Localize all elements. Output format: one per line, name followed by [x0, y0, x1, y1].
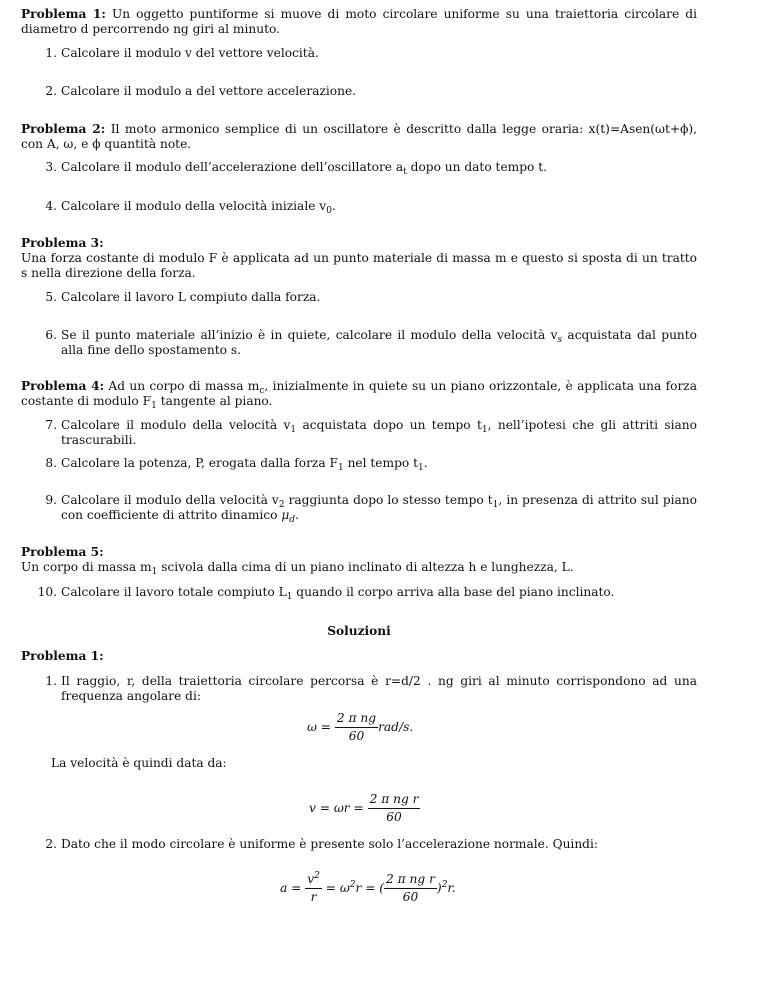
problem-5-title: Problema 5:: [21, 545, 104, 559]
equation-omega: ω = $\frac{\text{2 π ng}}{60}$ rad/s.: [307, 711, 414, 743]
problem-3-text: Una forza costante di modulo F è applicata ad un punto materiale di massa m e questo si sposta di un tratto s nella direzione della forza.: [21, 251, 697, 280]
problem-2-title: Problema 2: [21, 122, 101, 136]
problem-1-statement: Problema 1: Un oggetto puntiforme si muove di moto circolare uniforme su una traiettoria circolare di diametro d percorrendo ng giri al minuto.: [21, 7, 697, 36]
problem-2-text: Il moto armonico semplice di un oscillatore è descritto dalla legge oraria: x(t)=Asen(ωt+ϕ), con A, ω, e ϕ quantità note.: [21, 122, 698, 151]
equation-acceleration: a = $\frac{v^2}{r}$ = $\omega^2r$ = ( $\frac{\text{2 π ng r}}{60}$ )$^2$r.: [280, 871, 456, 904]
velocity-text: La velocità è quindi data da:: [51, 756, 227, 770]
problem-2-statement: Problema 2: Il moto armonico semplice di un oscillatore è descritto dalla legge oraria: x(t)=Asen(ωt+ϕ), con A, ω, e ϕ quantità note.: [21, 122, 698, 151]
problem-3-title: Problema 3:: [21, 236, 104, 250]
problem-4-title: Problema 4: [21, 379, 100, 393]
problem-4-statement: Problema 4: Ad un corpo di massa $m_c$, inizialmente in quiete su un piano orizzontale, è applicata una forza costante di modulo $F_1$ tangente al piano.: [21, 379, 697, 411]
problem-1-title: Problema 1: [21, 7, 102, 21]
equation-velocity: v = ωr = $\frac{\text{2 π ng r}}{60}$: [309, 792, 419, 824]
solution-problem-1-title: Problema 1:: [21, 649, 104, 663]
solutions-title: Soluzioni: [327, 624, 391, 638]
problem-5-text: Un corpo di massa $m_1$ scivola dalla cima di un piano inclinato di altezza h e lunghezza, L.: [21, 560, 574, 577]
problem-1-text: Un oggetto puntiforme si muove di moto circolare uniforme su una traiettoria circolare di diametro d percorrendo ng giri al minuto.: [21, 7, 697, 36]
